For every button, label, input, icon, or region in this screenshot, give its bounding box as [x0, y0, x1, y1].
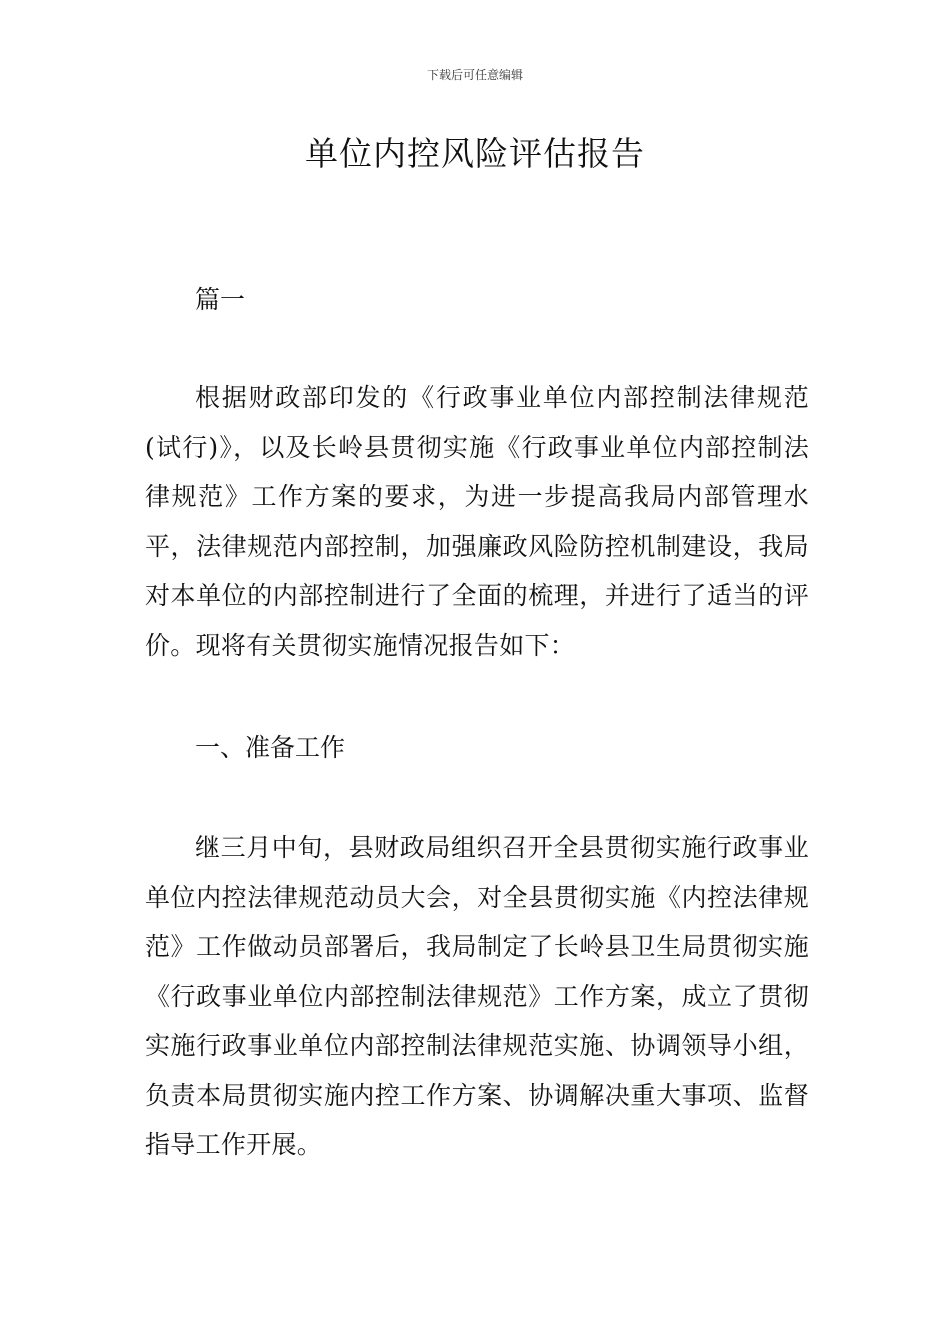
heading-preparation: 一、准备工作 — [195, 733, 346, 762]
paragraph-intro: 根据财政部印发的《行政事业单位内部控制法律规范(试行)》，以及长岭县贯彻实施《行政事业单位内部控制法律规范》工作方案的要求，为进一步提高我局内部管理水平，法律规范内部控制，加强廉政风险防控机制建设，我局对本单位的内部控制进行了全面的梳理，并进行了适当的评价。现将有关贯彻实施情况报告如下： — [145, 383, 809, 660]
paragraph-preparation: 继三月中旬，县财政局组织召开全县贯彻实施行政事业单位内控法律规范动员大会，对全县贯彻实施《内控法律规范》工作做动员部署后，我局制定了长岭县卫生局贯彻实施《行政事业单位内部控制法律规范》工作方案，成立了贯彻实施行政事业单位内部控制法律规范实施、协调领导小组，负责本局贯彻实施内控工作方案、协调解决重大事项、监督指导工作开展。 — [145, 833, 809, 1159]
header-note: 下载后可任意编辑 — [426, 68, 523, 82]
document-title: 单位内控风险评估报告 — [305, 134, 645, 173]
section-label: 篇一 — [195, 285, 246, 314]
